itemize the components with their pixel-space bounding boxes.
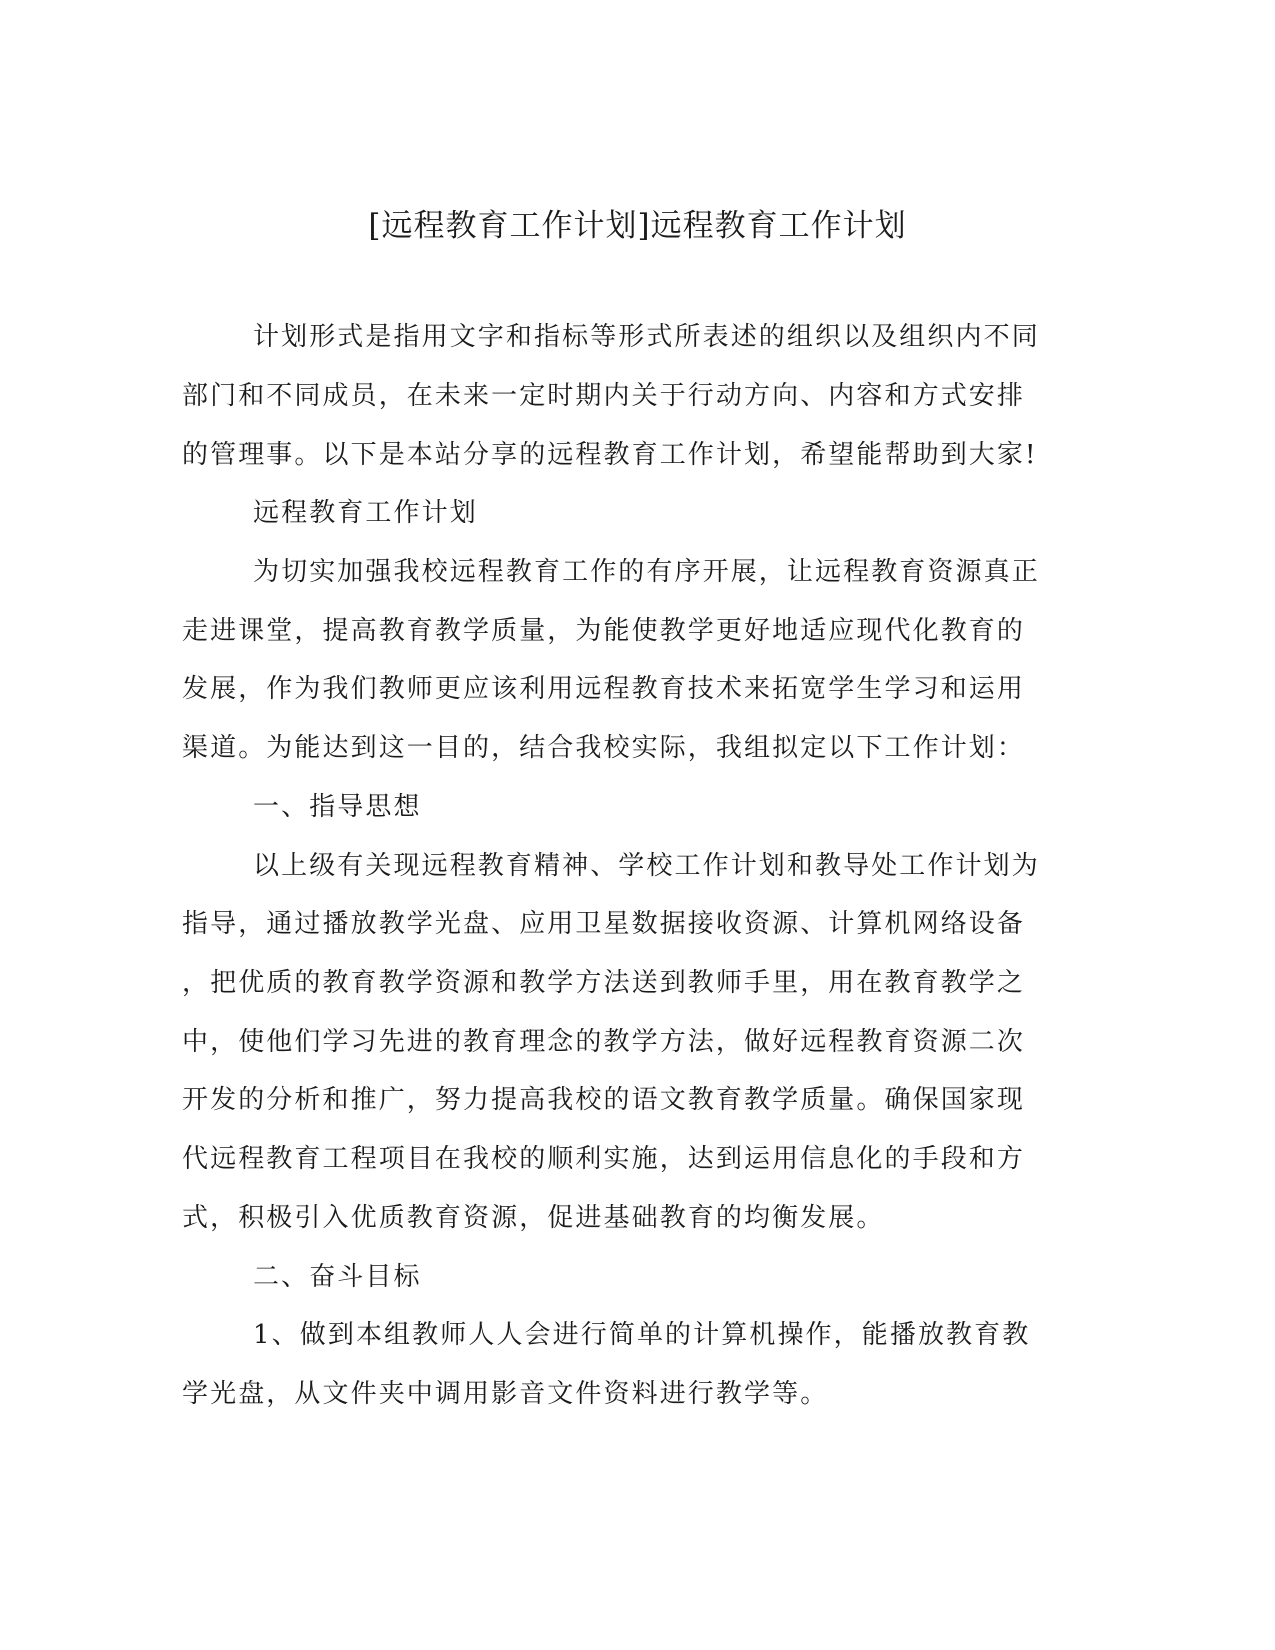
paragraph-line: 为切实加强我校远程教育工作的有序开展，让远程教育资源真正	[253, 557, 1040, 587]
paragraph-line: 渠道。为能达到这一目的，结合我校实际，我组拟定以下工作计划：	[182, 733, 1026, 763]
document-title: [远程教育工作计划]远程教育工作计划	[368, 208, 907, 244]
paragraph-line: 的管理事。以下是本站分享的远程教育工作计划，希望能帮助到大家!	[182, 440, 1038, 470]
paragraph-line: 部门和不同成员，在未来一定时期内关于行动方向、内容和方式安排	[182, 381, 1026, 411]
section-heading: 一、指导思想	[253, 792, 422, 822]
paragraph-line: 指导，通过播放教学光盘、应用卫星数据接收资源、计算机网络设备	[182, 909, 1026, 939]
paragraph-line: ，把优质的教育教学资源和教学方法送到教师手里，用在教育教学之	[182, 968, 1026, 998]
paragraph-line: 以上级有关现远程教育精神、学校工作计划和教导处工作计划为	[253, 851, 1040, 881]
paragraph-line: 代远程教育工程项目在我校的顺利实施，达到运用信息化的手段和方	[182, 1144, 1026, 1174]
paragraph-line: 计划形式是指用文字和指标等形式所表述的组织以及组织内不同	[253, 322, 1040, 352]
section-heading: 远程教育工作计划	[253, 498, 478, 528]
paragraph-line: 1、做到本组教师人人会进行简单的计算机操作，能播放教育教	[253, 1320, 1031, 1350]
paragraph-line: 发展，作为我们教师更应该利用远程教育技术来拓宽学生学习和运用	[182, 674, 1026, 704]
paragraph-line: 中，使他们学习先进的教育理念的教学方法，做好远程教育资源二次	[182, 1027, 1026, 1057]
paragraph-line: 式，积极引入优质教育资源，促进基础教育的均衡发展。	[182, 1203, 885, 1233]
section-heading: 二、奋斗目标	[253, 1262, 422, 1292]
paragraph-line: 开发的分析和推广，努力提高我校的语文教育教学质量。确保国家现	[182, 1085, 1026, 1115]
paragraph-line: 学光盘，从文件夹中调用影音文件资料进行教学等。	[182, 1379, 829, 1409]
paragraph-line: 走进课堂，提高教育教学质量，为能使教学更好地适应现代化教育的	[182, 616, 1026, 646]
